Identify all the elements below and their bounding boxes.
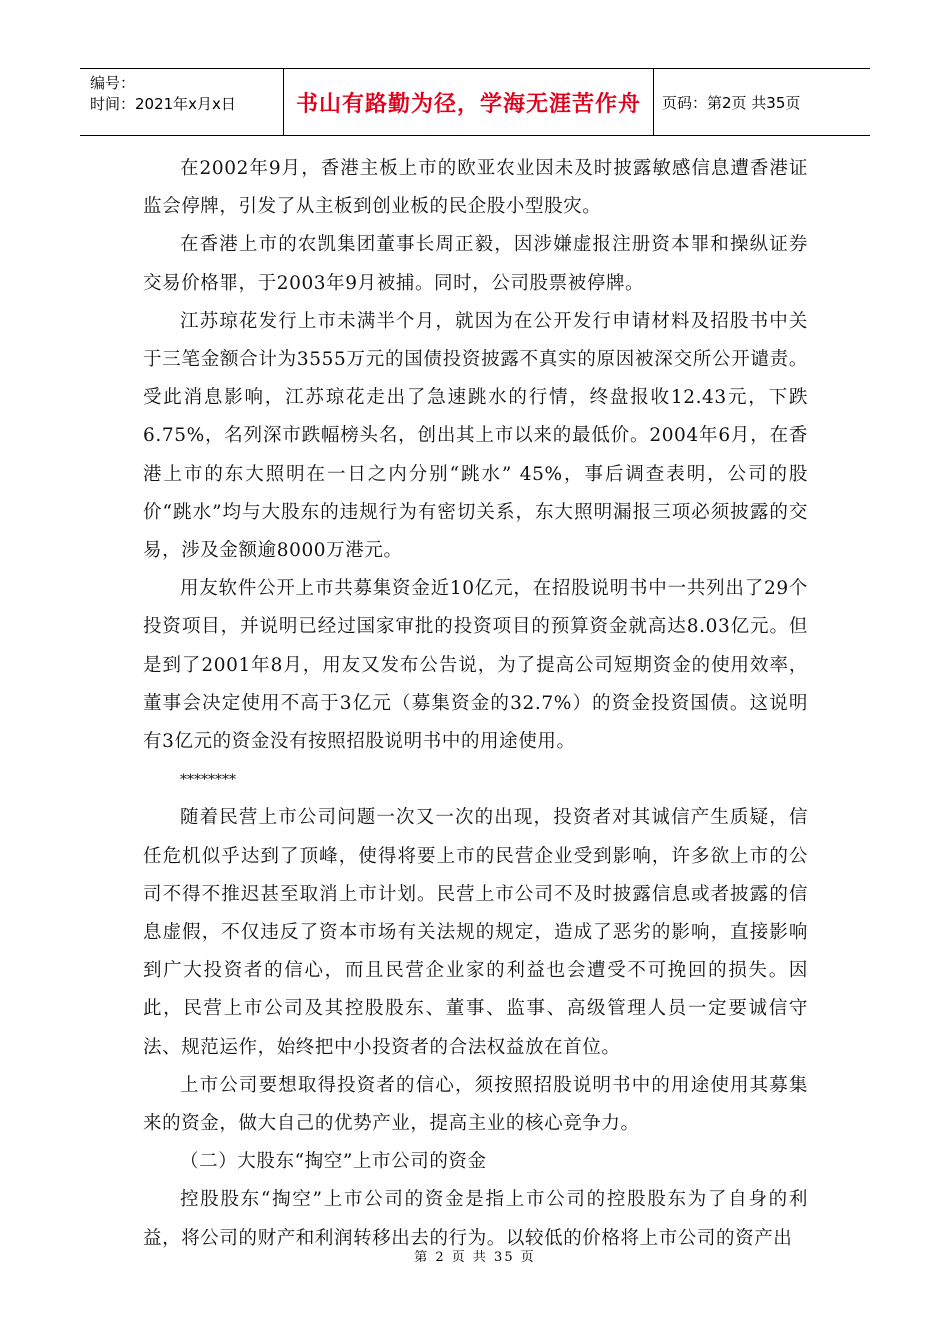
paragraph: 用友软件公开上市共募集资金近10亿元，在招股说明书中一共列出了29个投资项目，并说明已经过国家审批的投资项目的预算资金就高达8.03亿元。但是到了2001年8月，用友又发布公告说，为了提高公司短期资金的使用效率，董事会决定使用不高于3亿元（募集资金的32.7%）的资金投资国债。这说明有3亿元的资金没有按照招股说明书中的用途使用。 [143, 578, 808, 753]
header-meta [80, 69, 283, 135]
paragraph: 上市公司要想取得投资者的信心，须按照招股说明书中的用途使用其募集来的资金，做大自己的优势产业，提高主业的核心竞争力。 [143, 1074, 808, 1135]
header-page-number: 页码：第2页 共35页 [662, 93, 801, 112]
section-heading: （二）大股东“掏空”上市公司的资金 [180, 1151, 487, 1173]
document-body [143, 150, 808, 1258]
section-separator: ******** [180, 772, 236, 789]
header-motto: 书山有路勤为径，学海无涯苦作舟 [283, 69, 654, 135]
document-number-label: 编号： [90, 74, 136, 92]
page-header [80, 68, 870, 136]
paragraph: 在香港上市的农凯集团董事长周正毅，因涉嫌虚报注册资本罪和操纵证券交易价格罪，于2003年9月被捕。同时，公司股票被停牌。 [143, 234, 808, 294]
paragraph: 在2002年9月，香港主板上市的欧亚农业因未及时披露敏感信息遭香港证监会停牌，引发了从主板到创业板的民企股小型股灾。 [143, 158, 808, 218]
page-footer: 第 2 页 共 35 页 [414, 1250, 536, 1265]
paragraph: 随着民营上市公司问题一次又一次的出现，投资者对其诚信产生质疑，信任危机似乎达到了顶峰，使得将要上市的民营企业受到影响，许多欲上市的公司不得不推迟甚至取消上市计划。民营上市公司不及时披露信息或者披露的信息虚假，不仅违反了资本市场有关法规的规定，造成了恶劣的影响，直接影响到广大投资者的信心，而且民营企业家的利益也会遭受不可挽回的损失。因此，民营上市公司及其控股股东、董事、监事、高级管理人员一定要诚信守法、规范运作，始终把中小投资者的合法权益放在首位。 [143, 807, 808, 1058]
paragraph: 控股股东“掏空”上市公司的资金是指上市公司的控股股东为了自身的利益，将公司的财产和利润转移出去的行为。以较低的价格将上市公司的资产出 [143, 1189, 808, 1249]
document-date-label: 时间：2021年x月x日 [90, 95, 236, 113]
paragraph: 江苏琼花发行上市未满半个月，就因为在公开发行申请材料及招股书中关于三笔金额合计为3555万元的国债投资披露不真实的原因被深交所公开谴责。受此消息影响，江苏琼花走出了急速跳水的行情，终盘报收12.43元，下跌6.75%，名列深市跌幅榜头名，创出其上市以来的最低价。2004年6月，在香港上市的东大照明在一日之内分别“跳水” 45%，事后调查表明，公司的股价“跳水”均与大股东的违规行为有密切关系，东大照明漏报三项必须披露的交易，涉及金额逾8000万港元。 [143, 310, 808, 562]
